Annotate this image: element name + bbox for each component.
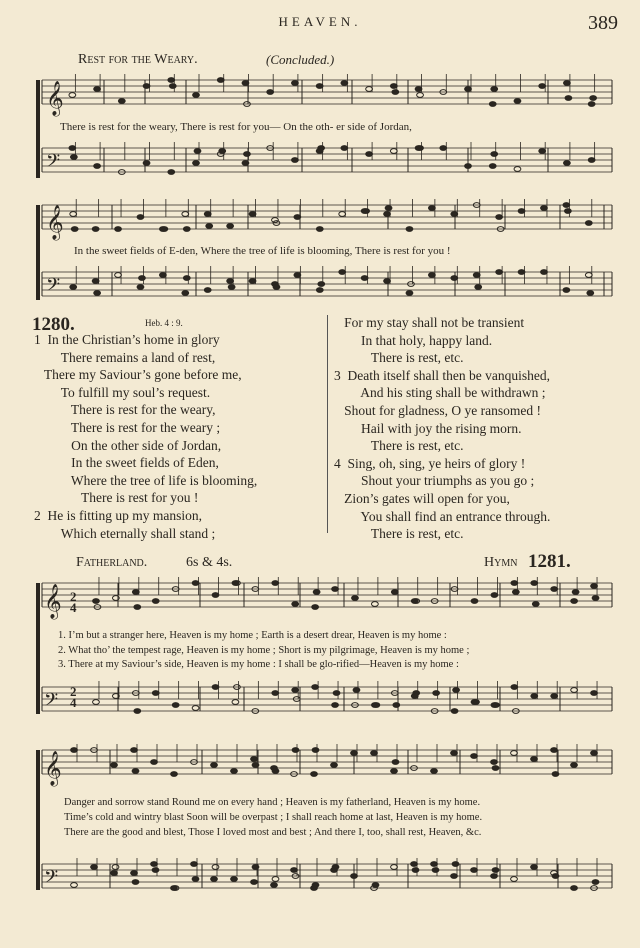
note-head <box>465 87 472 92</box>
note-head <box>272 581 279 586</box>
system-brace <box>36 750 40 890</box>
note-head <box>332 865 339 870</box>
note-head <box>69 146 76 151</box>
verse-line: In the sweet fields of Eden, <box>34 455 219 471</box>
note-head <box>115 227 122 232</box>
verse-line: There is rest for you ! <box>34 490 199 506</box>
note-head <box>251 757 258 762</box>
verse-line: There is rest for the weary, <box>34 402 216 418</box>
note-head <box>137 285 144 290</box>
note-head <box>451 709 458 714</box>
note-head <box>491 87 498 92</box>
time-signature-bottom: 4 <box>70 600 77 615</box>
verse-line: There remains a land of rest, <box>34 349 216 365</box>
hymn-number-1280: 1280. <box>32 314 75 335</box>
note-head <box>428 273 435 278</box>
note-head <box>511 751 518 756</box>
note-head <box>94 164 101 169</box>
tune2-lyrics-verse2: 2. What tho’ the tempest rage, Heaven is my home ; Short is my pilgrimage, Heaven is my home ; <box>58 645 470 656</box>
note-head <box>294 215 301 220</box>
verse-line: To fulfill my soul’s request. <box>34 384 211 400</box>
note-head <box>139 276 146 281</box>
note-head <box>143 84 150 89</box>
note-head <box>168 170 175 175</box>
verse-line: Which eternally shall stand ; <box>34 525 216 541</box>
note-head <box>551 748 558 753</box>
note-head <box>514 167 521 172</box>
note-head <box>242 161 249 166</box>
note-head <box>272 877 279 882</box>
note-head <box>183 227 190 232</box>
note-head <box>152 599 159 604</box>
system-brace <box>36 583 40 714</box>
note-head <box>211 877 218 882</box>
note-head <box>332 703 339 708</box>
note-head <box>273 285 280 290</box>
note-head <box>392 760 399 765</box>
note-head <box>151 862 158 867</box>
note-head <box>428 206 435 211</box>
note-head <box>252 865 259 870</box>
note-head <box>272 218 279 223</box>
note-head <box>496 215 503 220</box>
note-head <box>390 149 397 154</box>
note-head <box>511 877 518 882</box>
note-head <box>453 688 460 693</box>
note-head <box>71 883 78 888</box>
note-head <box>93 700 100 705</box>
note-head <box>312 605 319 610</box>
note-head <box>384 212 391 217</box>
note-head <box>168 78 175 83</box>
tune-title-fatherland: Fatherland. <box>76 555 148 570</box>
note-head <box>93 599 100 604</box>
hymn-label: Hymn <box>484 555 518 570</box>
note-head <box>294 273 301 278</box>
note-head <box>272 769 279 774</box>
note-head <box>552 772 559 777</box>
note-head <box>471 754 478 759</box>
note-head <box>311 772 318 777</box>
treble-clef: 𝄞 <box>44 584 62 619</box>
note-head <box>371 602 378 607</box>
note-head <box>70 285 77 290</box>
bass-clef: 𝄢 <box>46 151 61 176</box>
note-head <box>385 206 392 211</box>
hymn1280-left-column <box>34 331 257 542</box>
verse-line: You shall find an entrance through. <box>334 508 551 524</box>
note-head <box>351 751 358 756</box>
note-head <box>413 691 420 696</box>
note-head <box>563 203 570 208</box>
note-head <box>391 590 398 595</box>
note-head <box>151 760 158 765</box>
note-head <box>231 877 238 882</box>
note-head <box>70 212 77 217</box>
note-head <box>194 149 201 154</box>
note-head <box>514 99 521 104</box>
verse-line: Hail with joy the rising morn. <box>334 420 522 436</box>
verse-line: For my stay shall not be transient <box>334 315 525 330</box>
verse-line: There is rest, etc. <box>334 438 464 454</box>
hymn1280-right-column <box>334 314 550 543</box>
note-head <box>159 273 166 278</box>
note-head <box>249 279 256 284</box>
note-head <box>331 763 338 768</box>
note-head <box>417 93 424 98</box>
note-head <box>590 96 597 101</box>
note-head <box>292 748 299 753</box>
note-head <box>471 599 478 604</box>
note-head <box>351 874 358 879</box>
system-brace <box>36 205 40 300</box>
note-head <box>212 865 219 870</box>
note-head <box>518 209 525 214</box>
note-head <box>115 273 122 278</box>
note-head <box>384 279 391 284</box>
tune2-refrain-verse1: Danger and sorrow stand Round me on every hand ; Heaven is my fatherland, Heaven is my home. <box>64 797 481 808</box>
note-head <box>406 291 413 296</box>
note-head <box>132 880 139 885</box>
hymn-number-1281: 1281. <box>528 551 571 572</box>
note-head <box>563 288 570 293</box>
note-head <box>492 868 499 873</box>
note-head <box>341 81 348 86</box>
note-head <box>564 81 571 86</box>
note-head <box>412 868 419 873</box>
note-head <box>118 99 125 104</box>
note-head <box>204 288 211 293</box>
tune2-lyrics-verse3: 3. There at my Saviour’s side, Heaven is my home : I shall be glo-rified—Heaven is my home : <box>58 659 459 670</box>
note-head <box>341 146 348 151</box>
note-head <box>592 880 599 885</box>
note-head <box>539 84 546 89</box>
note-head <box>182 212 189 217</box>
verse-line: In that holy, happy land. <box>334 332 493 348</box>
treble-clef: 𝄞 <box>46 81 64 116</box>
note-head <box>440 146 447 151</box>
note-head <box>227 224 234 229</box>
note-head <box>451 751 458 756</box>
note-head <box>451 212 458 217</box>
note-head <box>531 694 538 699</box>
note-head <box>391 769 398 774</box>
note-head <box>551 694 558 699</box>
note-head <box>451 874 458 879</box>
note-head <box>493 703 500 708</box>
note-head <box>191 862 198 867</box>
note-head <box>111 763 118 768</box>
note-head <box>271 883 278 888</box>
note-head <box>571 688 578 693</box>
note-head <box>292 688 299 693</box>
note-head <box>69 93 76 98</box>
note-head <box>539 149 546 154</box>
note-head <box>353 688 360 693</box>
note-head <box>227 279 234 284</box>
bass-clef: 𝄢 <box>46 275 61 300</box>
note-head <box>206 224 213 229</box>
note-head <box>417 146 424 151</box>
note-head <box>588 102 595 107</box>
note-head <box>111 871 118 876</box>
note-head <box>572 590 579 595</box>
note-head <box>511 685 518 690</box>
note-head <box>564 161 571 166</box>
note-head <box>552 874 559 879</box>
note-head <box>228 285 235 290</box>
note-head <box>242 81 249 86</box>
system-brace <box>36 80 40 178</box>
note-head <box>415 87 422 92</box>
note-head <box>571 599 578 604</box>
note-head <box>92 279 99 284</box>
note-head <box>131 871 138 876</box>
note-head <box>211 763 218 768</box>
note-head <box>94 87 101 92</box>
note-head <box>551 587 558 592</box>
note-head <box>292 81 299 86</box>
note-head <box>134 709 141 714</box>
note-head <box>112 865 119 870</box>
verse-line: 1 In the Christian’s home in glory <box>34 332 220 347</box>
page-running-title: HEAVEN. <box>278 14 362 29</box>
note-head <box>161 227 168 232</box>
verse-line: There is rest, etc. <box>334 350 464 366</box>
note-head <box>372 883 379 888</box>
verse-line: On the other side of Jordan, <box>34 437 222 453</box>
note-head <box>565 96 572 101</box>
note-head <box>131 748 138 753</box>
note-head <box>182 291 189 296</box>
note-head <box>564 209 571 214</box>
note-head <box>217 78 224 83</box>
note-head <box>433 691 440 696</box>
note-head <box>473 273 480 278</box>
tune1-lyrics-line1: There is rest for the weary, There is rest for you— On the oth- er side of Jordan, <box>60 121 412 133</box>
note-head <box>232 700 239 705</box>
note-head <box>541 270 548 275</box>
note-head <box>491 874 498 879</box>
note-head <box>183 276 190 281</box>
note-head <box>465 164 472 169</box>
note-head <box>571 763 578 768</box>
note-head <box>291 868 298 873</box>
note-head <box>134 605 141 610</box>
tune2-lyrics-verse1: 1. I’m but a stranger here, Heaven is my home ; Earth is a desert drear, Heaven is my home : <box>58 630 447 641</box>
note-head <box>333 691 340 696</box>
note-head <box>451 276 458 281</box>
note-head <box>152 691 159 696</box>
note-head <box>452 862 459 867</box>
time-signature-top: 2 <box>70 589 77 604</box>
note-head <box>373 703 380 708</box>
scripture-reference: Heb. 4 : 9. <box>145 318 183 328</box>
note-head <box>392 90 399 95</box>
note-head <box>339 212 346 217</box>
note-head <box>204 212 211 217</box>
note-head <box>406 227 413 232</box>
note-head <box>212 593 219 598</box>
verse-line: 2 He is fitting up my mansion, <box>34 507 202 523</box>
note-head <box>312 685 319 690</box>
bass-clef: 𝄢 <box>44 690 59 715</box>
note-head <box>169 84 176 89</box>
note-head <box>71 748 78 753</box>
note-head <box>541 206 548 211</box>
tune2-refrain-verse2: Time’s cold and wintry blast Soon will be overpast ; I shall reach home at last, Heaven is my home. <box>64 812 483 823</box>
note-head <box>332 587 339 592</box>
note-head <box>316 227 323 232</box>
note-head <box>143 161 150 166</box>
note-head <box>491 760 498 765</box>
verse-line: 4 Sing, oh, sing, ye heirs of glory ! <box>334 455 526 471</box>
verse-line: There is rest for the weary ; <box>34 419 221 435</box>
note-head <box>532 602 539 607</box>
note-head <box>492 766 499 771</box>
note-head <box>267 90 274 95</box>
note-head <box>489 164 496 169</box>
note-head <box>292 602 299 607</box>
bass-clef: 𝄢 <box>44 867 59 892</box>
note-head <box>312 748 319 753</box>
note-head <box>212 685 219 690</box>
note-head <box>318 282 325 287</box>
note-head <box>511 581 518 586</box>
tune-meter: 6s & 4s. <box>186 555 233 570</box>
note-head <box>491 593 498 598</box>
note-head <box>489 102 496 107</box>
note-head <box>363 209 370 214</box>
note-head <box>244 152 251 157</box>
verse-line: Zion’s gates will open for you, <box>334 490 510 506</box>
note-head <box>591 691 598 696</box>
note-head <box>518 270 525 275</box>
verse-line: There my Saviour’s gone before me, <box>34 367 242 383</box>
note-head <box>531 865 538 870</box>
tune2-refrain-verse3: There are the good and blest, Those I loved most and best ; And there I, too, shall rest, Heaven, &c. <box>64 827 482 838</box>
note-head <box>192 706 199 711</box>
note-head <box>475 285 482 290</box>
note-head <box>471 868 478 873</box>
note-head <box>92 227 99 232</box>
tune-title-rest-for-the-weary: Rest for the Weary. <box>78 52 198 67</box>
note-head <box>531 757 538 762</box>
note-head <box>171 772 178 777</box>
note-head <box>132 590 139 595</box>
note-head <box>316 84 323 89</box>
note-head <box>411 862 418 867</box>
bass-time-signature-top: 2 <box>70 684 77 699</box>
note-head <box>491 152 498 157</box>
note-head <box>192 581 199 586</box>
note-head <box>318 146 325 151</box>
note-head <box>432 868 439 873</box>
note-head <box>70 155 77 160</box>
note-head <box>172 703 179 708</box>
note-head <box>361 276 368 281</box>
note-head <box>219 149 226 154</box>
note-head <box>231 769 238 774</box>
note-head <box>252 763 259 768</box>
verse-line: Shout for gladness, O ye ransomed ! <box>334 402 541 418</box>
note-head <box>431 769 438 774</box>
note-head <box>91 865 98 870</box>
note-head <box>312 883 319 888</box>
note-head <box>496 270 503 275</box>
bass-time-signature-bottom: 4 <box>70 695 77 710</box>
note-head <box>531 581 538 586</box>
note-head <box>94 291 101 296</box>
verse-line: 3 Death itself shall then be vanquished, <box>334 367 550 383</box>
note-head <box>313 590 320 595</box>
page-number: 389 <box>588 12 618 34</box>
note-head <box>431 862 438 867</box>
note-head <box>339 270 346 275</box>
note-head <box>371 751 378 756</box>
note-head <box>366 87 373 92</box>
note-head <box>393 703 400 708</box>
tune-continuation-note: (Concluded.) <box>266 52 335 67</box>
note-head <box>193 93 200 98</box>
column-divider <box>327 315 328 533</box>
note-head <box>292 158 299 163</box>
verse-line: There is rest, etc. <box>334 526 464 542</box>
note-head <box>591 751 598 756</box>
verse-line: Where the tree of life is blooming, <box>34 472 258 488</box>
note-head <box>366 152 373 157</box>
note-head <box>137 215 144 220</box>
note-head <box>192 877 199 882</box>
note-head <box>592 596 599 601</box>
verse-line: And his sting shall be withdrawn ; <box>334 385 546 401</box>
note-head <box>71 227 78 232</box>
note-head <box>352 596 359 601</box>
note-head <box>251 880 258 885</box>
note-head <box>585 221 592 226</box>
note-head <box>390 84 397 89</box>
note-head <box>249 212 256 217</box>
verse-line: Shout your triumphs as you go ; <box>334 473 535 489</box>
note-head <box>588 158 595 163</box>
treble-clef: 𝄞 <box>44 751 62 786</box>
treble-clef: 𝄞 <box>46 205 64 240</box>
note-head <box>193 161 200 166</box>
note-head <box>512 590 519 595</box>
note-head <box>132 769 139 774</box>
note-head <box>391 865 398 870</box>
note-head <box>571 886 578 891</box>
note-head <box>585 273 592 278</box>
note-head <box>473 700 480 705</box>
note-head <box>272 691 279 696</box>
tune1-lyrics-line2: In the sweet fields of E-den, Where the tree of life is blooming, There is rest for you ! <box>74 245 451 257</box>
note-head <box>316 288 323 293</box>
note-head <box>587 291 594 296</box>
note-head <box>591 584 598 589</box>
note-head <box>152 868 159 873</box>
